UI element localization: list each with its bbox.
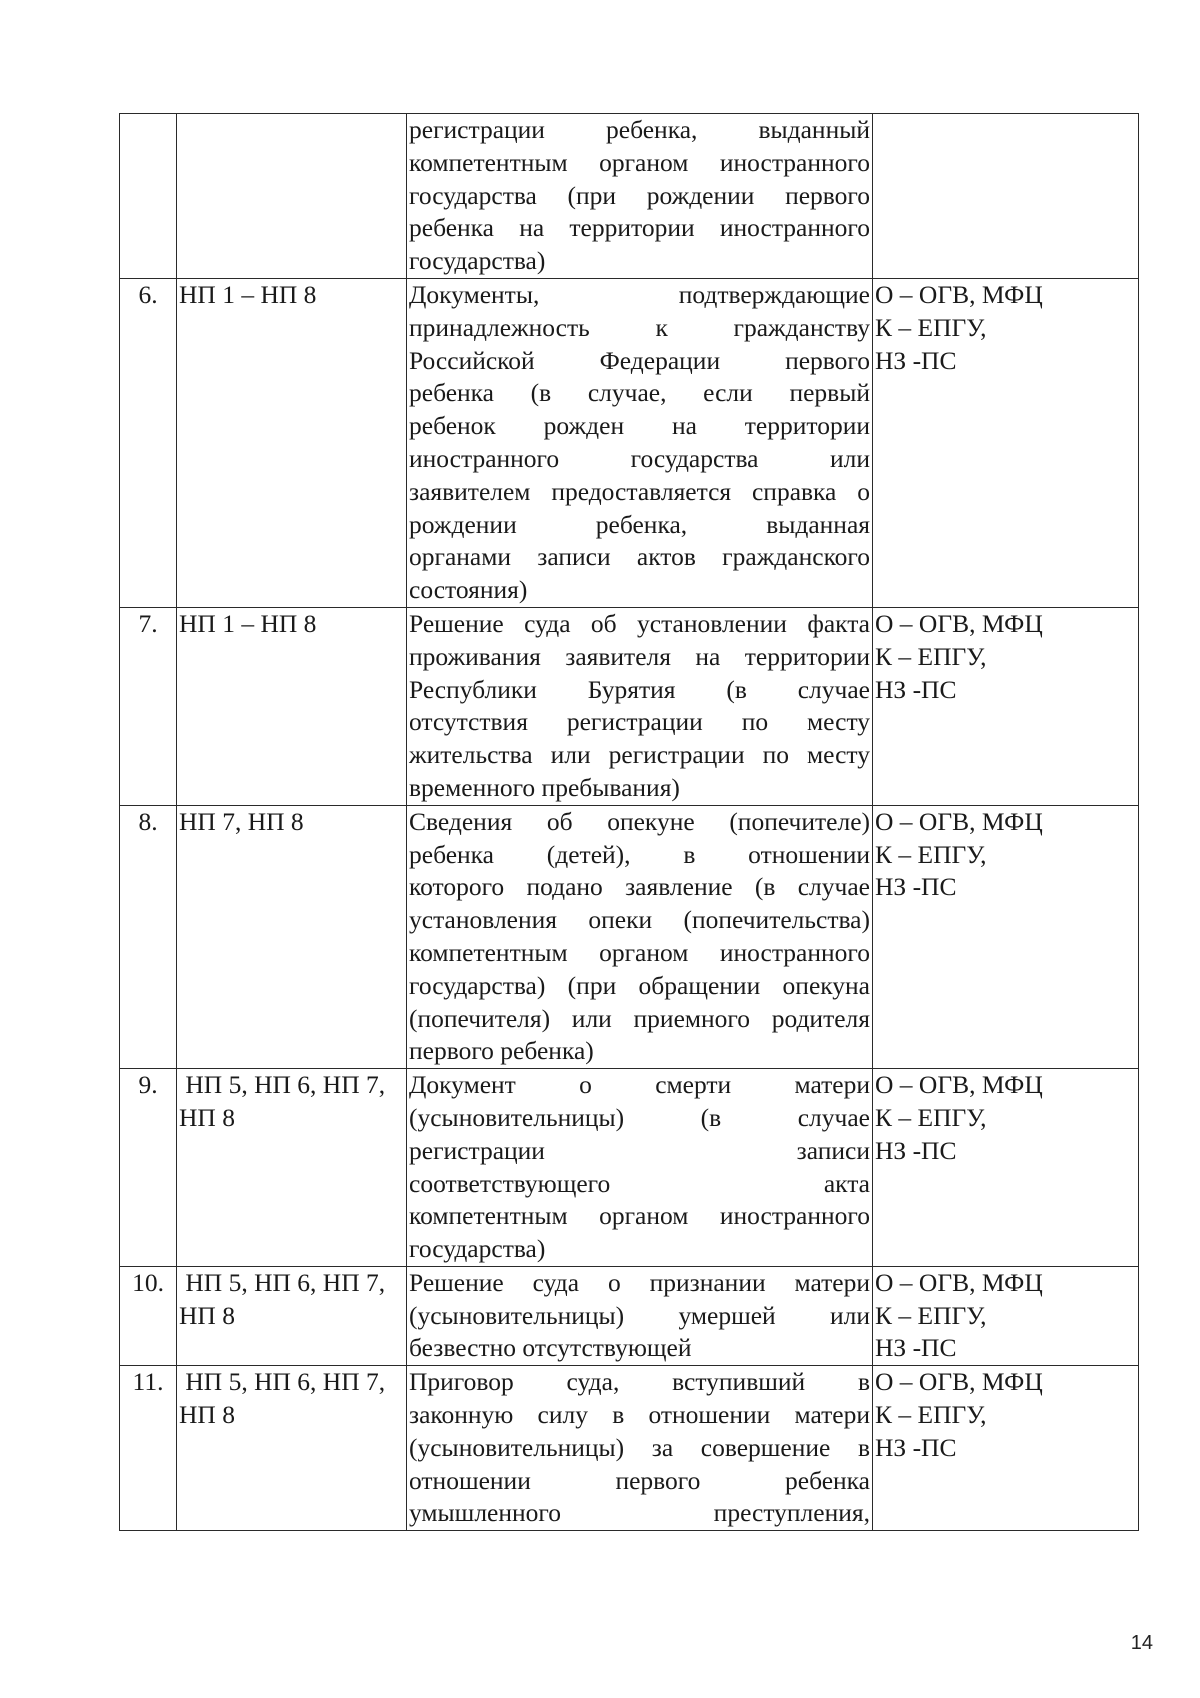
row-document-text bbox=[407, 607, 873, 805]
table-row bbox=[120, 805, 1139, 1068]
text-line: принадлежность к гражданству bbox=[409, 312, 870, 342]
text-line: ребенок рожден на территории bbox=[409, 411, 870, 441]
text-line: Российской Федерации первого bbox=[409, 345, 870, 375]
method-line: НЗ -ПС bbox=[875, 345, 957, 375]
row-number: 11. bbox=[120, 1366, 177, 1531]
row-number: 6. bbox=[120, 278, 177, 607]
text-line: (усыновительницы) умершей или bbox=[409, 1300, 870, 1330]
row-document-text bbox=[407, 114, 873, 279]
text-line: Решение суда о признании матери bbox=[409, 1267, 870, 1297]
row-basis bbox=[177, 1266, 407, 1365]
row-method bbox=[873, 114, 1139, 279]
text-line: иностранного государства или bbox=[409, 443, 870, 473]
row-document-text bbox=[407, 1366, 873, 1531]
row-number: 9. bbox=[120, 1069, 177, 1267]
method-line: О – ОГВ, МФЦ bbox=[875, 1367, 1043, 1397]
basis-line: НП 1 – НП 8 bbox=[179, 279, 317, 309]
row-basis bbox=[177, 607, 407, 805]
text-line: государства (при рождении первого bbox=[409, 180, 870, 210]
text-line: компетентным органом иностранного bbox=[409, 1201, 870, 1231]
row-number: 10. bbox=[120, 1266, 177, 1365]
row-method bbox=[873, 278, 1139, 607]
text-line: Республики Бурятия (в случае bbox=[409, 674, 870, 704]
row-basis bbox=[177, 1069, 407, 1267]
row-document-text bbox=[407, 1266, 873, 1365]
table-row bbox=[120, 607, 1139, 805]
basis-line: НП 7, НП 8 bbox=[179, 806, 304, 836]
basis-line: НП 8 bbox=[179, 1400, 235, 1430]
method-line: К – ЕПГУ, bbox=[875, 1400, 987, 1430]
text-line: заявителем предоставляется справка о bbox=[409, 476, 870, 506]
method-line: К – ЕПГУ, bbox=[875, 839, 987, 869]
basis-line: НП 1 – НП 8 bbox=[179, 608, 317, 638]
basis-line: НП 8 bbox=[179, 1300, 235, 1330]
table-row bbox=[120, 114, 1139, 279]
row-basis bbox=[177, 114, 407, 279]
row-method bbox=[873, 1266, 1139, 1365]
text-line: ребенка на территории иностранного bbox=[409, 213, 870, 243]
text-line: соответствующего акта bbox=[409, 1168, 870, 1198]
text-line: (попечителя) или приемного родителя bbox=[409, 1003, 870, 1033]
method-line: О – ОГВ, МФЦ bbox=[875, 806, 1043, 836]
row-number: 8. bbox=[120, 805, 177, 1068]
table-row bbox=[120, 1266, 1139, 1365]
basis-line: НП 5, НП 6, НП 7, bbox=[179, 1267, 386, 1297]
text-line: Решение суда об установлении факта bbox=[409, 608, 870, 638]
row-method bbox=[873, 805, 1139, 1068]
text-line: регистрации ребенка, выданный bbox=[409, 115, 870, 144]
row-method bbox=[873, 1069, 1139, 1267]
table-row bbox=[120, 278, 1139, 607]
text-line: государства) (при обращении опекуна bbox=[409, 970, 870, 1000]
basis-line: НП 5, НП 6, НП 7, bbox=[179, 1367, 386, 1397]
basis-line: НП 8 bbox=[179, 1102, 235, 1132]
text-line: жительства или регистрации по месту bbox=[409, 740, 870, 770]
method-line: НЗ -ПС bbox=[875, 872, 957, 902]
text-line: которого подано заявление (в случае bbox=[409, 872, 870, 902]
text-line: рождении ребенка, выданная bbox=[409, 509, 870, 539]
method-line: О – ОГВ, МФЦ bbox=[875, 608, 1043, 638]
text-line: (усыновительницы) за совершение в bbox=[409, 1432, 870, 1462]
text-line: регистрации записи bbox=[409, 1135, 870, 1165]
document-table bbox=[119, 113, 1139, 1531]
method-line: НЗ -ПС bbox=[875, 1135, 957, 1165]
table-row bbox=[120, 1366, 1139, 1531]
row-method bbox=[873, 1366, 1139, 1531]
text-line: государства) bbox=[409, 1234, 546, 1264]
table-row bbox=[120, 1069, 1139, 1267]
row-document-text bbox=[407, 278, 873, 607]
row-document-text bbox=[407, 1069, 873, 1267]
method-line: НЗ -ПС bbox=[875, 1432, 957, 1462]
method-line: О – ОГВ, МФЦ bbox=[875, 279, 1043, 309]
text-line: Документ о смерти матери bbox=[409, 1070, 870, 1100]
method-line: К – ЕПГУ, bbox=[875, 641, 987, 671]
row-number: 7. bbox=[120, 607, 177, 805]
text-line: компетентным органом иностранного bbox=[409, 937, 870, 967]
method-line: О – ОГВ, МФЦ bbox=[875, 1267, 1043, 1297]
row-basis bbox=[177, 278, 407, 607]
method-line: К – ЕПГУ, bbox=[875, 1300, 987, 1330]
method-line: К – ЕПГУ, bbox=[875, 1102, 987, 1132]
row-basis bbox=[177, 805, 407, 1068]
text-line: временного пребывания) bbox=[409, 772, 680, 802]
text-line: отсутствия регистрации по месту bbox=[409, 707, 870, 737]
row-number bbox=[120, 114, 177, 279]
text-line: умышленного преступления, bbox=[409, 1498, 870, 1528]
text-line: государства) bbox=[409, 246, 546, 276]
method-line: К – ЕПГУ, bbox=[875, 312, 987, 342]
text-line: ребенка (детей), в отношении bbox=[409, 839, 870, 869]
method-line: НЗ -ПС bbox=[875, 674, 957, 704]
text-line: (усыновительницы) (в случае bbox=[409, 1102, 870, 1132]
text-line: безвестно отсутствующей bbox=[409, 1333, 692, 1363]
row-document-text bbox=[407, 805, 873, 1068]
row-basis bbox=[177, 1366, 407, 1531]
basis-line: НП 5, НП 6, НП 7, bbox=[179, 1070, 386, 1100]
page-number: 14 bbox=[1130, 1632, 1153, 1654]
text-line: Сведения об опекуне (попечителе) bbox=[409, 806, 870, 836]
text-line: состояния) bbox=[409, 575, 528, 605]
text-line: отношении первого ребенка bbox=[409, 1465, 870, 1495]
text-line: органами записи актов гражданского bbox=[409, 542, 870, 572]
row-method bbox=[873, 607, 1139, 805]
text-line: законную силу в отношении матери bbox=[409, 1400, 870, 1430]
method-line: НЗ -ПС bbox=[875, 1333, 957, 1363]
text-line: установления опеки (попечительства) bbox=[409, 905, 870, 935]
text-line: компетентным органом иностранного bbox=[409, 147, 870, 177]
document-table-body bbox=[120, 114, 1139, 1531]
text-line: проживания заявителя на территории bbox=[409, 641, 870, 671]
method-line: О – ОГВ, МФЦ bbox=[875, 1070, 1043, 1100]
text-line: ребенка (в случае, если первый bbox=[409, 378, 870, 408]
text-line: Приговор суда, вступивший в bbox=[409, 1367, 870, 1397]
text-line: Документы, подтверждающие bbox=[409, 279, 870, 309]
text-line: первого ребенка) bbox=[409, 1036, 594, 1066]
